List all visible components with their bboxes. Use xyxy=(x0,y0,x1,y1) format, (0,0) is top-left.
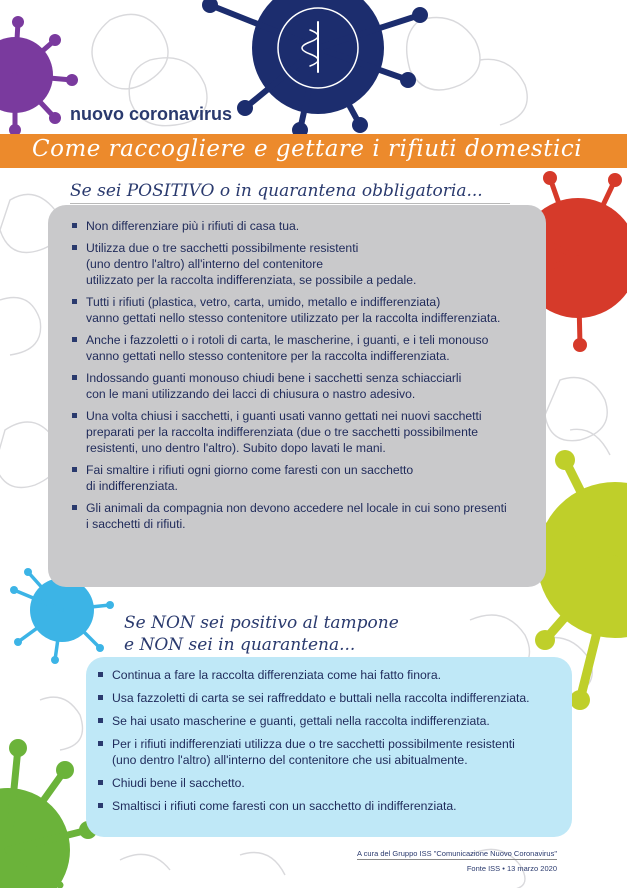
list-item: Se hai usato mascherine e guanti, gettali nella raccolta indifferenziata. xyxy=(98,713,568,729)
subtitle: nuovo coronavirus xyxy=(70,104,233,124)
navy-virus-logo xyxy=(202,0,428,138)
negative-title-line-1: Se NON sei positivo al tampone xyxy=(124,613,399,633)
list-item: Anche i fazzoletti o i rotoli di carta, le mascherine, i guanti, e i teli monouso vanno gettati nello stesso contenitore per la raccolta indifferenziata. xyxy=(72,332,532,364)
list-item: Una volta chiusi i sacchetti, i guanti usati vanno gettati nei nuovi sacchetti preparati per la raccolta indifferenziata (due o tre sacchetti possibilmente resistenti, uno dentro l'altro). Subito dopo lavati le mani. xyxy=(72,408,532,456)
list-item: Per i rifiuti indifferenziati utilizza due o tre sacchetti possibilmente resistenti (uno dentro l'altro) all'interno del contenitore che usi abitualmente. xyxy=(98,736,568,768)
list-item: Smaltisci i rifiuti come faresti con un sacchetto di indifferenziata. xyxy=(98,798,568,814)
negative-section-list xyxy=(98,667,568,821)
source-date: Fonte ISS • 13 marzo 2020 xyxy=(466,864,557,873)
list-item: Gli animali da compagnia non devono accedere nel locale in cui sono presenti i sacchetti di rifiuti. xyxy=(72,500,532,532)
positive-section-title: Se sei POSITIVO o in quarantena obbligatoria... xyxy=(70,181,483,201)
negative-section-title xyxy=(124,612,399,656)
section-divider xyxy=(70,203,510,204)
list-item: Tutti i rifiuti (plastica, vetro, carta, umido, metallo e indifferenziata) vanno gettati nello stesso contenitore utilizzato per la raccolta indifferenziata. xyxy=(72,294,532,326)
negative-title-line-2: e NON sei in quarantena... xyxy=(124,635,356,655)
footer-divider xyxy=(357,859,557,860)
purple-virus-illustration xyxy=(0,16,78,136)
list-item: Usa fazzoletti di carta se sei raffreddato e buttali nella raccolta indifferenziata. xyxy=(98,690,568,706)
list-item: Chiudi bene il sacchetto. xyxy=(98,775,568,791)
title-banner xyxy=(0,134,627,168)
positive-section-list xyxy=(72,218,532,538)
green-virus-illustration xyxy=(0,739,97,888)
banner-title: Come raccogliere e gettare i rifiuti domestici xyxy=(32,136,583,162)
list-item: Fai smaltire i rifiuti ogni giorno come faresti con un sacchetto di indifferenziata. xyxy=(72,462,532,494)
list-item: Non differenziare più i rifiuti di casa tua. xyxy=(72,218,532,234)
list-item: Utilizza due o tre sacchetti possibilmente resistenti (uno dentro l'altro) all'interno del contenitore utilizzato per la raccolta indifferenziata, se possibile a pedale. xyxy=(72,240,532,288)
credit-text: A cura del Gruppo ISS "Comunicazione Nuovo Coronavirus" xyxy=(356,849,557,858)
list-item: Continua a fare la raccolta differenziata come hai fatto finora. xyxy=(98,667,568,683)
list-item: Indossando guanti monouso chiudi bene i sacchetti senza schiacciarli con le mani utilizzando dei lacci di chiusura o nastro adesivo. xyxy=(72,370,532,402)
